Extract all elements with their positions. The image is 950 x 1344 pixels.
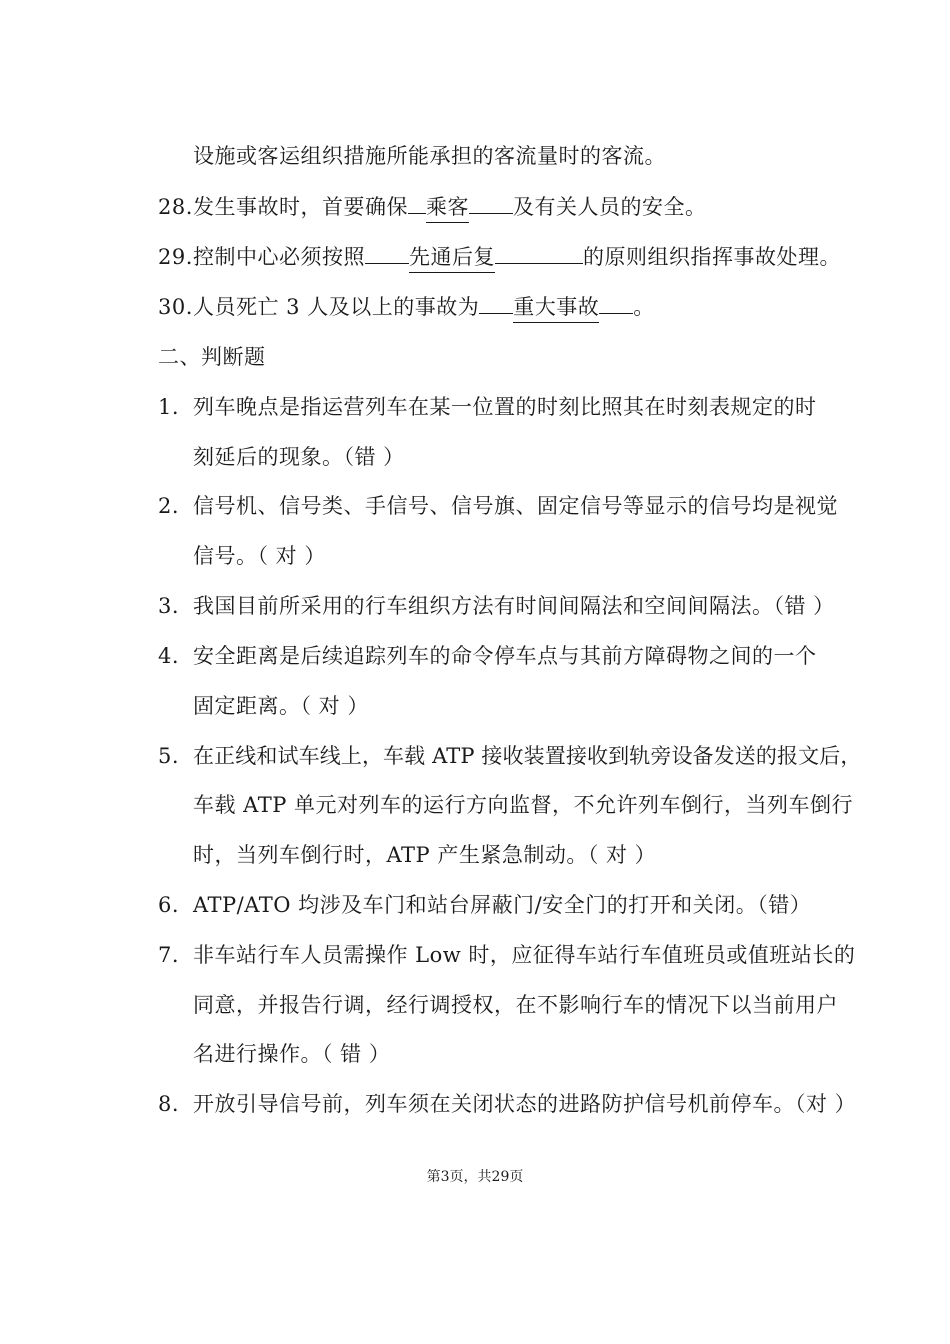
item-text-before: 人员死亡 3 人及以上的事故为 (193, 295, 480, 319)
item-line: 安全距离是后续追踪列车的命令停车点与其前方障碍物之间的一个 (193, 644, 817, 668)
section-title: 二、判断题 (158, 345, 266, 369)
item-line: ATP/ATO 均涉及车门和站台屏蔽门/安全门的打开和关闭。（错） (193, 893, 812, 917)
answer-blank: 重大事故 (513, 292, 599, 323)
item-line: 非车站行车人员需操作 Low 时，应征得车站行车值班员或值班站长的 (193, 943, 856, 967)
item-line: 信号机、信号类、手信号、信号旗、固定信号等显示的信号均是视觉 (193, 494, 838, 518)
item-number: 1. (158, 395, 180, 419)
item-line: 刻延后的现象。（错 ） (193, 445, 405, 469)
item-line: 固定距离。（ 对 ） (193, 694, 369, 718)
item-line: 同意，并报告行调，经行调授权，在不影响行车的情况下以当前用户 (193, 993, 838, 1017)
item-line: 开放引导信号前，列车须在关闭状态的进路防护信号机前停车。（对 ） (193, 1092, 857, 1116)
item-number: 6. (158, 893, 180, 917)
item-number: 29. (158, 245, 193, 269)
item-number: 2. (158, 494, 180, 518)
item-text-after: 。 (633, 295, 655, 319)
answer-blank: 先通后复 (409, 242, 495, 273)
item-number: 3. (158, 594, 180, 618)
item-number: 8. (158, 1092, 180, 1116)
item-number: 4. (158, 644, 180, 668)
item-number: 30. (158, 295, 193, 319)
item-line: 信号。（ 对 ） (193, 544, 326, 568)
item-number: 7. (158, 943, 180, 967)
item-number: 28. (158, 195, 193, 219)
item-text-before: 控制中心必须按照 (193, 245, 365, 269)
page-footer: 第3页，共29页 (426, 1169, 524, 1185)
item-line: 车载 ATP 单元对列车的运行方向监督，不允许列车倒行，当列车倒行 (193, 793, 854, 817)
item-line: 时，当列车倒行时，ATP 产生紧急制动。（ 对 ） (193, 843, 657, 867)
item-line: 我国目前所采用的行车组织方法有时间间隔法和空间间隔法。（错 ） (193, 594, 835, 618)
continuation-text: 设施或客运组织措施所能承担的客流量时的客流。 (193, 144, 666, 168)
item-text-after: 及有关人员的安全。 (513, 195, 707, 219)
item-line: 在正线和试车线上，车载 ATP 接收装置接收到轨旁设备发送的报文后， (193, 744, 862, 768)
item-text-after: 的原则组织指挥事故处理。 (583, 245, 841, 269)
item-text-before: 发生事故时，首要确保 (193, 195, 408, 219)
item-line: 名进行操作。（ 错 ） (193, 1042, 391, 1066)
item-number: 5. (158, 744, 180, 768)
answer-blank: 乘客 (426, 192, 469, 223)
item-line: 列车晚点是指运营列车在某一位置的时刻比照其在时刻表规定的时 (193, 395, 817, 419)
